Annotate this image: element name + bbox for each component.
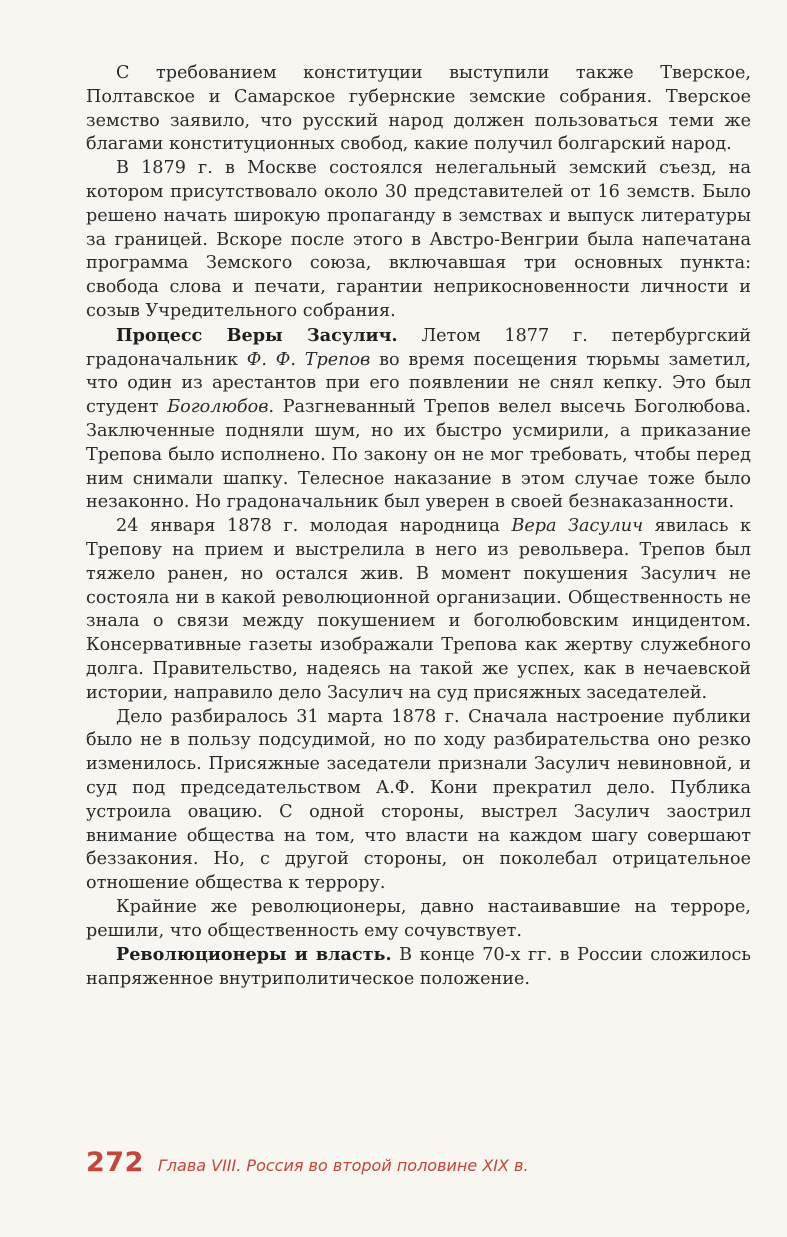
running-head: Глава VIII. Россия во второй половине XIX в.: [157, 1156, 529, 1175]
paragraph-text: 24 января 1878 г. молодая народница: [116, 516, 512, 537]
paragraph-text: В конце 70-х гг. в России сложилось напряженное внутриполитическое положение.: [86, 945, 751, 990]
paragraph-text: Летом 1877 г. петербургский градоначальник: [86, 325, 751, 370]
paragraph-text: Дело разбиралось 31 марта 1878 г. Сначала настроение публики было не в пользу подсудимой, но по ходу разбирательства оно резко изменилось. Присяжные заседатели признали Засулич невиновной, и суд под председательством А.Ф. Кони прекратил дело. Публика устроила овацию. С одной стороны, выстрел Засулич заострил внимание общества на том, что власти на каждом шагу совершают беззакония. Но, с другой стороны, он поколебал отрицательное отношение общества к террору.: [86, 706, 751, 894]
paragraph-text: Крайние же революционеры, давно настаивавшие на терроре, решили, что общественность ему сочувствует.: [86, 896, 751, 941]
paragraph-3: [86, 324, 751, 515]
paragraph-text: С требованием конституции выступили также Тверское, Полтавское и Самарское губернские земские собрания. Тверское земство заявило, что русский народ должен пользоваться теми же благами конституционных свобод, какие получил болгарский народ.: [86, 63, 751, 155]
paragraph-text: В 1879 г. в Москве состоялся нелегальный земский съезд, на котором присутствовало около 30 представителей от 16 земств. Было решено начать широкую пропаганду в земствах и выпуск литературы за границей. Вскоре после этого в Австро-Венгрии была напечатана программа Земского союза, включавшая три основных пункта: свобода слова и печати, гарантии неприкосновенности личности и созыв Учредительного собрания.: [86, 158, 751, 321]
body-text: [86, 62, 751, 992]
paragraph-2: [86, 157, 751, 324]
paragraph-5: [86, 706, 751, 896]
paragraph-text: . Разгневанный Трепов велел высечь Боголюбова. Заключенные подняли шум, но их быстро усмирили, а приказание Трепова было исполнено. По закону он не мог требовать, чтобы перед ним снимали шапку. Телесное наказание в этом случае тоже было незаконно. Но градоначальник был уверен в своей безнаказанности.: [86, 397, 751, 513]
paragraph-7: [86, 943, 751, 992]
page-footer: [86, 1147, 529, 1179]
section-heading-zasulich-trial: Процесс Веры Засулич.: [116, 324, 398, 346]
person-name-trepov: Ф. Ф. Трепов: [246, 349, 371, 370]
paragraph-4: [86, 515, 751, 705]
section-heading-revolutionaries: Революционеры и власть.: [116, 944, 392, 966]
paragraph-text: во время посещения тюрьмы заметил, что один из арестантов при его появлении не снял кепку. Это был студент: [86, 349, 752, 418]
person-name-zasulich: Вера Засулич: [511, 516, 644, 537]
paragraph-1: [86, 62, 751, 157]
paragraph-text: явилась к Трепову на прием и выстрелила в него из револьвера. Трепов был тяжело ранен, но остался жив. В момент покушения Засулич не состояла ни в какой революционной организации. Общественность не знала о связи между покушением и боголюбовским инцидентом. Консервативные газеты изображали Трепова как жертву служебного долга. Правительство, надеясь на такой же успех, как в нечаевской истории, направило дело Засулич на суд присяжных заседателей.: [86, 516, 751, 703]
person-name-bogolyubov: Боголюбов: [167, 397, 269, 418]
paragraph-6: [86, 896, 751, 944]
page-number: 272: [86, 1147, 144, 1178]
